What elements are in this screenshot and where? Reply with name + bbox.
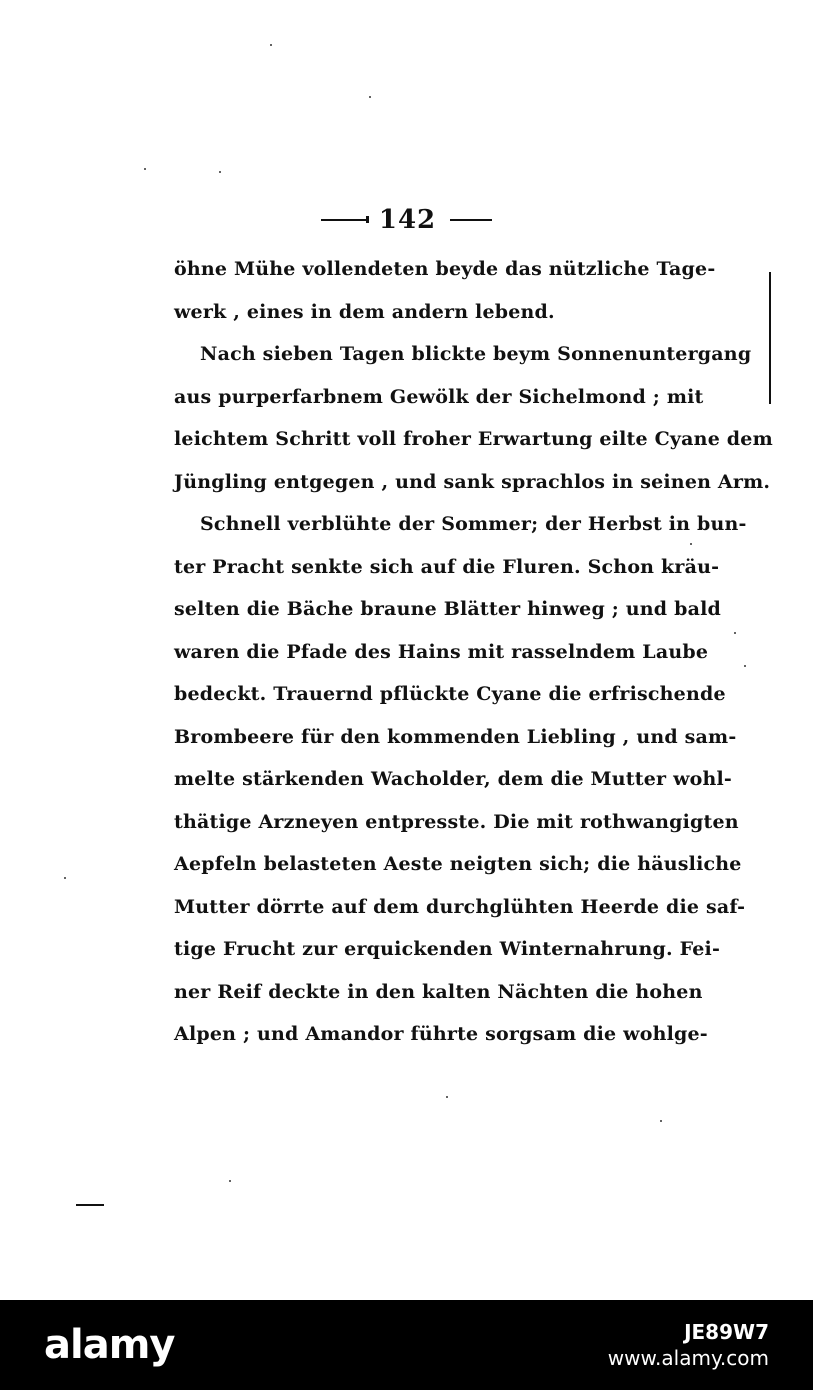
header-rule-left <box>321 219 367 221</box>
text-line: Nach sieben Tagen blickte beym Sonnenuntergang <box>200 343 752 365</box>
text-line: Brombeere für den kommenden Liebling , und sam- <box>174 725 737 748</box>
text-line: thätige Arzneyen entpresste. Die mit rothwangigten <box>174 810 739 833</box>
text-line: werk , eines in dem andern lebend. <box>174 300 555 323</box>
scan-speck <box>64 877 66 879</box>
scan-speck <box>690 543 692 545</box>
scan-speck <box>446 1096 448 1098</box>
text-line: Alpen ; und Amandor führte sorgsam die wohlge- <box>174 1023 708 1045</box>
text-line: tige Frucht zur erquickenden Winternahrung. Fei- <box>174 938 721 960</box>
text-line: ner Reif deckte in den kalten Nächten die hohen <box>174 980 703 1003</box>
scan-speck <box>144 168 146 170</box>
text-line: aus purperfarbnem Gewölk der Sichelmond ; mit <box>174 385 704 408</box>
site-url: www.alamy.com <box>607 1346 769 1370</box>
text-line: Aepfeln belasteten Aeste neigten sich; die häusliche <box>174 853 742 875</box>
scan-speck <box>744 665 746 667</box>
text-line: Jüngling entgegen , und sank sprachlos in seinen Arm. <box>174 470 771 493</box>
scan-speck <box>734 632 736 634</box>
scan-speck <box>369 96 371 98</box>
text-line: leichtem Schritt voll froher Erwartung eilte Cyane dem <box>174 428 773 450</box>
alamy-logo: alamy <box>44 1322 175 1368</box>
scan-line-mark <box>76 1204 104 1206</box>
page-edge-mark <box>769 272 771 404</box>
page-number: 142 <box>378 205 437 235</box>
text-line: Mutter dörrte auf dem durchglühten Heerde die saf- <box>174 895 746 918</box>
text-line: ter Pracht senkte sich auf die Fluren. Schon kräu- <box>174 555 720 578</box>
text-line: Schnell verblühte der Sommer; der Herbst in bun- <box>200 513 747 535</box>
banner-info <box>608 1319 769 1371</box>
scan-speck <box>219 171 221 173</box>
scan-speck <box>660 1120 662 1122</box>
watermark-banner <box>0 1300 813 1390</box>
text-line: öhne Mühe vollendeten beyde das nützliche Tage- <box>174 258 716 280</box>
text-line: melte stärkenden Wacholder, dem die Mutter wohl- <box>174 768 733 790</box>
header-rule-right <box>450 219 492 221</box>
body-text <box>174 248 773 1056</box>
text-line: bedeckt. Trauernd pflückte Cyane die erfrischende <box>174 683 726 705</box>
scan-speck <box>229 1180 231 1182</box>
text-line: waren die Pfade des Hains mit rasselndem Laube <box>174 640 709 663</box>
image-id: JE89W7 <box>684 1320 769 1344</box>
text-line: selten die Bäche braune Blätter hinweg ; und bald <box>174 598 721 620</box>
scan-speck <box>270 44 272 46</box>
page-header <box>0 200 813 240</box>
